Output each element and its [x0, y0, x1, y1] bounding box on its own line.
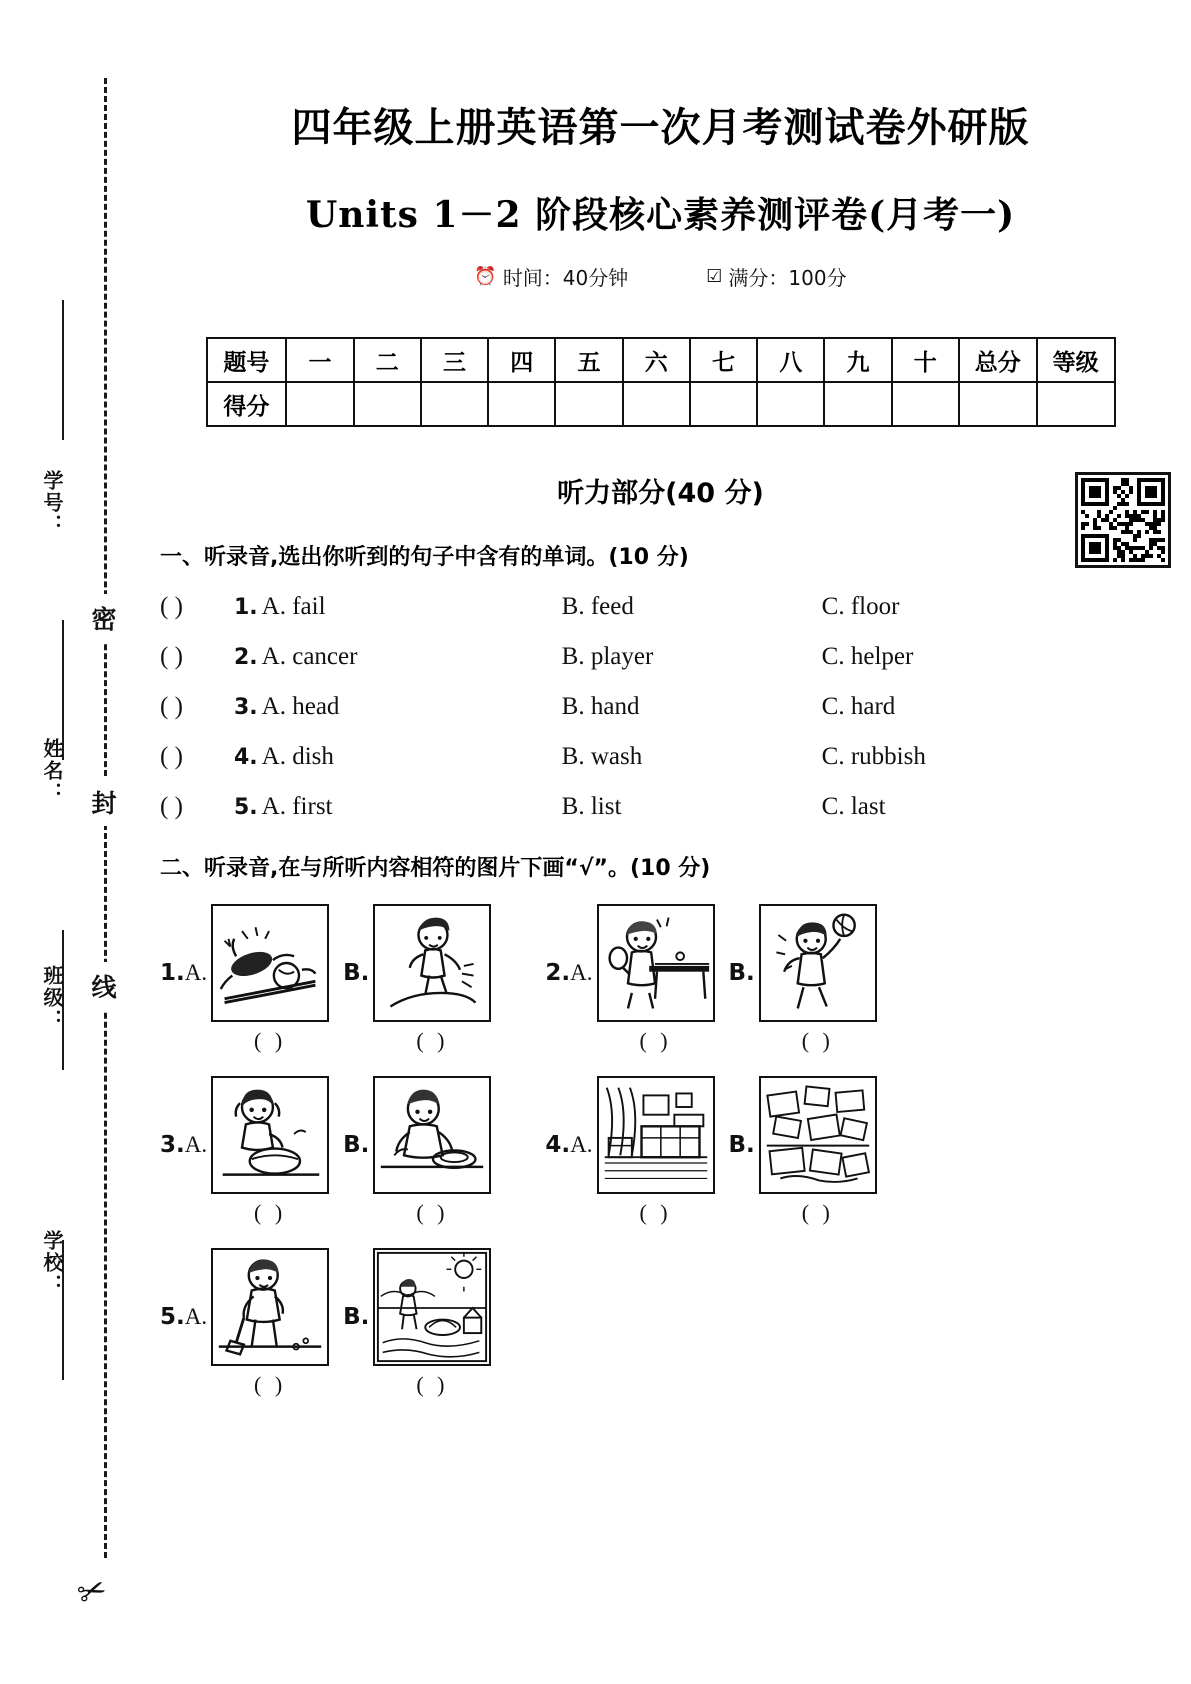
exam-time [474, 262, 628, 291]
section-1-heading: 一、听录音,选出你听到的句子中含有的单词。(10 分) [160, 545, 689, 570]
section-2-picture-questions [160, 904, 1161, 1398]
picture-answer-blank[interactable]: ( ) [639, 1200, 672, 1225]
picture-question-row [160, 1248, 1161, 1398]
score-cell-2[interactable] [354, 382, 421, 426]
option-b[interactable]: B. wash [561, 743, 643, 770]
picture-group-5 [160, 1248, 505, 1398]
option-a[interactable]: A. head [261, 693, 340, 720]
option-b[interactable]: B. feed [561, 593, 634, 620]
score-col-grade: 等级 [1037, 338, 1115, 382]
picture-answer-blank[interactable]: ( ) [254, 1028, 287, 1053]
exam-meta-row [160, 262, 1161, 291]
children-beach-picture[interactable] [373, 1248, 491, 1366]
answer-blank[interactable]: ( ) [160, 643, 183, 670]
seal-margin [0, 0, 140, 1684]
question-number: 5. [234, 795, 258, 820]
picture-option-label-b: B. [343, 960, 370, 986]
picture-cell [211, 1248, 329, 1398]
question-number: 2. [234, 645, 258, 670]
score-cell-4[interactable] [488, 382, 555, 426]
picture-option-label-b: B. [728, 1132, 755, 1158]
question-row [160, 793, 1161, 821]
score-table-header-row [207, 338, 1115, 382]
page-subtitle: Units 1－2 阶段核心素养测评卷(月考一) [305, 194, 1016, 236]
option-a[interactable]: A. cancer [261, 643, 358, 670]
picture-answer-blank[interactable]: ( ) [639, 1028, 672, 1053]
question-row [160, 593, 1161, 621]
answer-blank[interactable]: ( ) [160, 593, 183, 620]
picture-cell [373, 904, 491, 1054]
picture-option-label-b: B. [343, 1304, 370, 1330]
boy-sweeping-floor-picture[interactable] [211, 1248, 329, 1366]
seal-char-xian: 线 [82, 962, 126, 1010]
picture-answer-blank[interactable]: ( ) [416, 1028, 449, 1053]
score-table [206, 337, 1116, 427]
picture-answer-blank[interactable]: ( ) [801, 1200, 834, 1225]
boy-volleyball-picture[interactable] [759, 904, 877, 1022]
section-2-heading: 二、听录音,在与所听内容相符的图片下画“√”。(10 分) [160, 856, 711, 881]
picture-question-row [160, 1076, 1161, 1226]
question-row [160, 643, 1161, 671]
exam-total-score-label: 满分：100分 [728, 266, 847, 290]
option-c[interactable]: C. rubbish [821, 743, 926, 770]
option-b[interactable]: B. list [561, 793, 622, 820]
option-a[interactable]: A. dish [261, 743, 334, 770]
picture-cell [597, 1076, 715, 1226]
picture-answer-blank[interactable]: ( ) [416, 1200, 449, 1225]
score-col-8: 八 [757, 338, 824, 382]
page-title: 四年级上册英语第一次月考测试卷外研版 [291, 105, 1030, 151]
girl-washing-dishes-picture[interactable] [373, 1076, 491, 1194]
score-col-total: 总分 [959, 338, 1037, 382]
section-1-questions [160, 593, 1161, 821]
qr-code[interactable] [1075, 472, 1171, 568]
exam-time-label: 时间：40分钟 [502, 266, 629, 290]
scissors-icon: ✂ [72, 1568, 113, 1616]
picture-cell [211, 1076, 329, 1226]
score-cell-5[interactable] [555, 382, 622, 426]
score-col-6: 六 [623, 338, 690, 382]
seal-char-feng: 封 [82, 778, 126, 826]
score-col-2: 二 [354, 338, 421, 382]
picture-answer-blank[interactable]: ( ) [416, 1372, 449, 1397]
picture-cell [211, 904, 329, 1054]
messy-room-picture[interactable] [759, 1076, 877, 1194]
score-col-5: 五 [555, 338, 622, 382]
score-cell-10[interactable] [892, 382, 959, 426]
picture-answer-blank[interactable]: ( ) [801, 1028, 834, 1053]
seal-rule-1 [62, 300, 64, 440]
picture-option-label-b: B. [728, 960, 755, 986]
girl-washing-clothes-picture[interactable] [211, 1076, 329, 1194]
picture-group-number: 1.A. [160, 960, 208, 986]
seal-field-class: 班级： [40, 965, 64, 1031]
score-table-value-row [207, 382, 1115, 426]
question-number: 3. [234, 695, 258, 720]
seal-char-mi: 密 [82, 594, 126, 642]
question-number: 1. [234, 595, 258, 620]
picture-group-1 [160, 904, 505, 1054]
answer-blank[interactable]: ( ) [160, 793, 183, 820]
seal-field-school: 学校： [40, 1230, 64, 1296]
picture-cell [759, 1076, 877, 1226]
option-c[interactable]: C. floor [821, 593, 900, 620]
score-cell-grade[interactable] [1037, 382, 1115, 426]
question-row [160, 743, 1161, 771]
picture-question-row [160, 904, 1161, 1054]
score-table-row-label-number: 题号 [207, 338, 287, 382]
score-cell-9[interactable] [824, 382, 891, 426]
option-c[interactable]: C. helper [821, 643, 914, 670]
score-col-9: 九 [824, 338, 891, 382]
score-cell-3[interactable] [421, 382, 488, 426]
picture-cell [759, 904, 877, 1054]
score-cell-6[interactable] [623, 382, 690, 426]
seal-field-name: 姓名： [40, 738, 64, 804]
seal-field-student-id: 学号： [40, 470, 64, 536]
score-table-wrapper [160, 337, 1161, 427]
boy-high-jump-picture[interactable] [211, 904, 329, 1022]
question-row [160, 693, 1161, 721]
boy-running-picture[interactable] [373, 904, 491, 1022]
picture-group-number: 5.A. [160, 1304, 208, 1330]
picture-group-number: 3.A. [160, 1132, 208, 1158]
exam-total-score [706, 262, 846, 291]
question-number: 4. [234, 745, 258, 770]
picture-cell [373, 1076, 491, 1226]
option-a[interactable]: A. fail [261, 593, 326, 620]
picture-answer-blank[interactable]: ( ) [254, 1372, 287, 1397]
score-col-1: 一 [286, 338, 353, 382]
option-c[interactable]: C. last [821, 793, 886, 820]
exam-paper-content [140, 0, 1191, 1684]
listening-part-heading: 听力部分(40 分) [557, 478, 764, 509]
score-table-row-label-score: 得分 [207, 382, 287, 426]
score-col-10: 十 [892, 338, 959, 382]
picture-answer-blank[interactable]: ( ) [254, 1200, 287, 1225]
score-col-4: 四 [488, 338, 555, 382]
score-col-7: 七 [690, 338, 757, 382]
picture-cell [373, 1248, 491, 1398]
picture-cell [597, 904, 715, 1054]
answer-blank[interactable]: ( ) [160, 743, 183, 770]
option-b[interactable]: B. player [561, 643, 654, 670]
picture-group-2 [545, 904, 890, 1054]
picture-group-number: 4.A. [545, 1132, 593, 1158]
picture-group-number: 2.A. [545, 960, 593, 986]
option-a[interactable]: A. first [261, 793, 333, 820]
option-c[interactable]: C. hard [821, 693, 896, 720]
answer-blank[interactable]: ( ) [160, 693, 183, 720]
alarm-clock-icon: ⏰ [474, 265, 497, 287]
score-cell-total[interactable] [959, 382, 1037, 426]
tidy-room-picture[interactable] [597, 1076, 715, 1194]
picture-group-4 [545, 1076, 890, 1226]
option-b[interactable]: B. hand [561, 693, 640, 720]
picture-option-label-b: B. [343, 1132, 370, 1158]
score-cell-1[interactable] [286, 382, 353, 426]
score-cell-8[interactable] [757, 382, 824, 426]
score-cell-7[interactable] [690, 382, 757, 426]
check-pen-icon: ☑ [706, 265, 723, 287]
boy-table-tennis-picture[interactable] [597, 904, 715, 1022]
score-col-3: 三 [421, 338, 488, 382]
picture-group-3 [160, 1076, 505, 1226]
